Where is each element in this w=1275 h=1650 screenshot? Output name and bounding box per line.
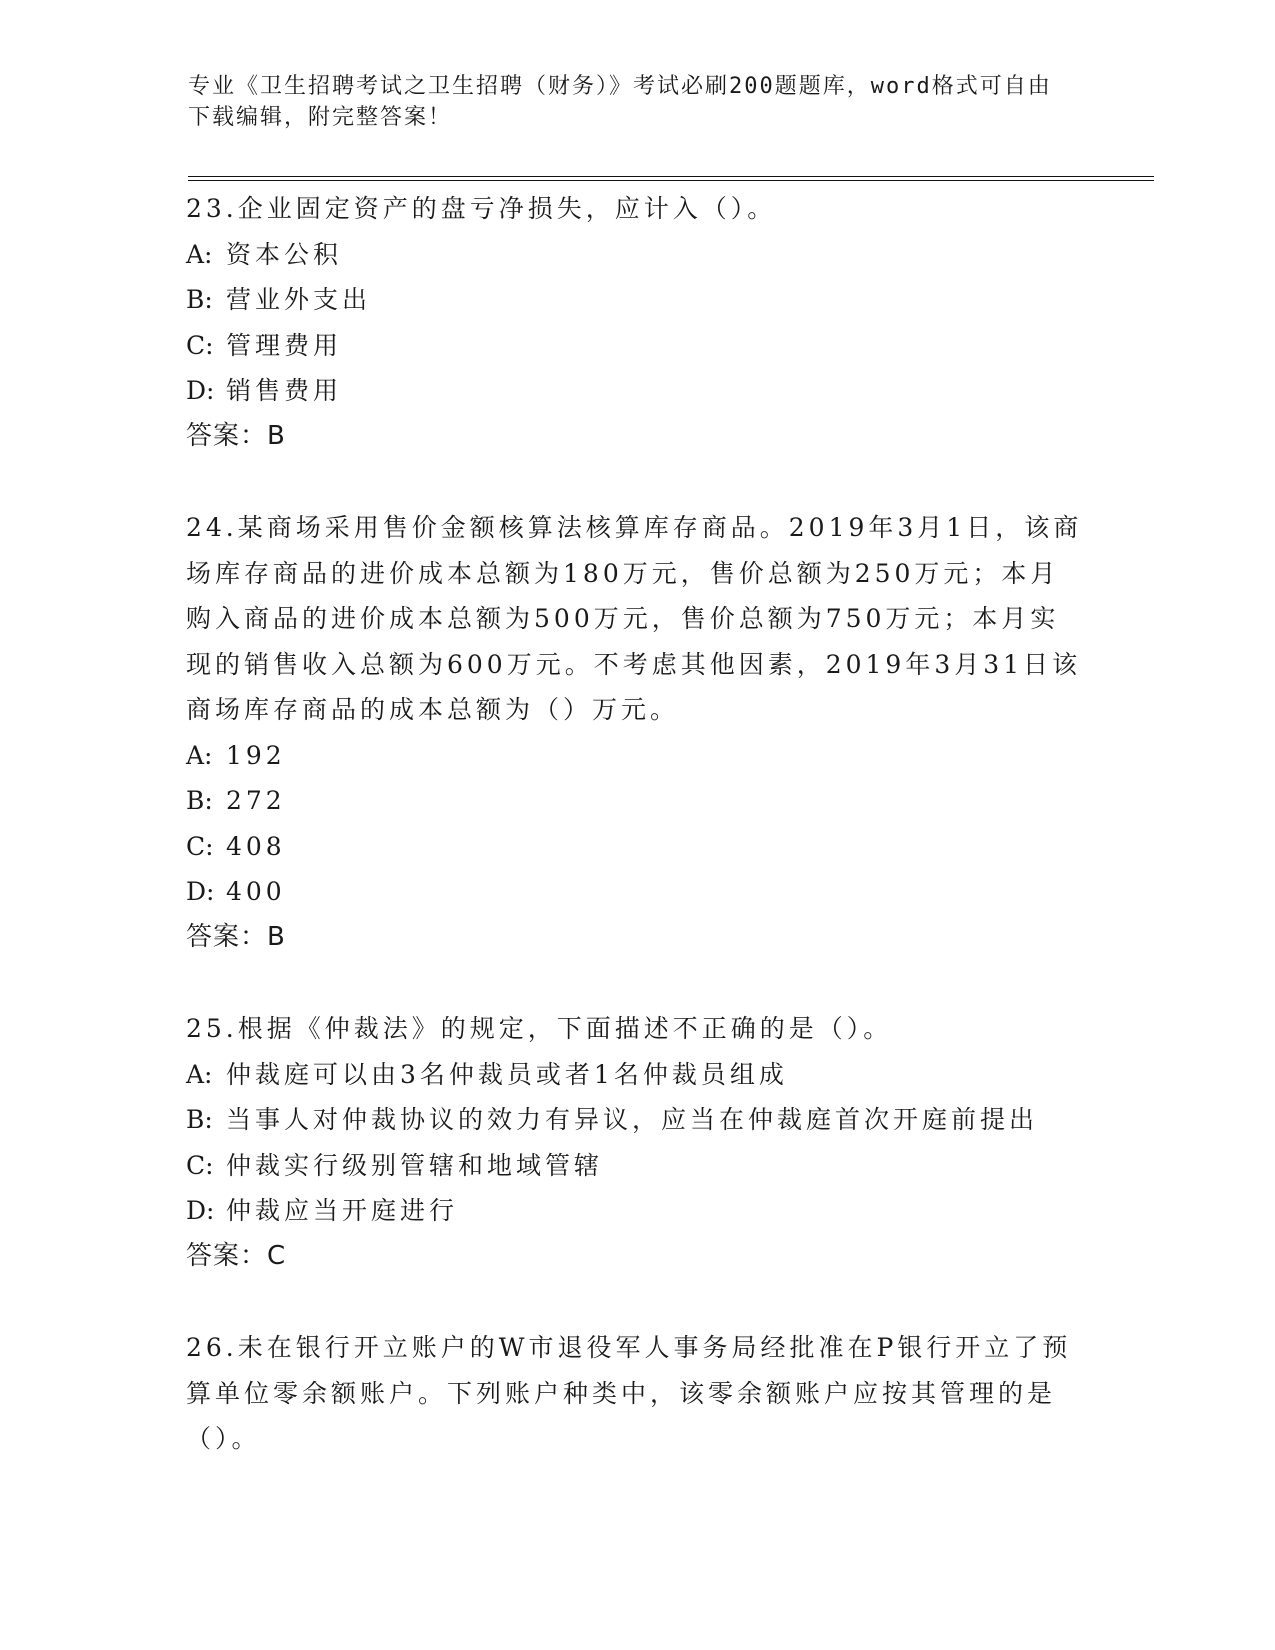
header-divider-bottom — [188, 180, 1154, 181]
option-c — [186, 1143, 1086, 1189]
option-b — [186, 277, 1086, 323]
question-text: 26.未在银行开立账户的W市退役军人事务局经批准在P银行开立了预算单位零余额账户。下列账户种类中，该零余额账户应按其管理的是（）。 — [186, 1333, 1072, 1453]
option-d — [186, 368, 1086, 414]
document-header: 专业《卫生招聘考试之卫生招聘（财务）》考试必刷200题题库，word格式可自由下载编辑，附完整答案！ — [188, 74, 1052, 130]
option-text: 当事人对仲裁协议的效力有异议，应当在仲裁庭首次开庭前提出 — [226, 1105, 1039, 1134]
option-d — [186, 869, 1086, 915]
option-key: A: — [186, 1059, 213, 1089]
option-key: C: — [186, 1150, 214, 1180]
question-24 — [186, 505, 1086, 960]
option-text: 仲裁应当开庭进行 — [226, 1196, 459, 1225]
option-text: 管理费用 — [226, 330, 343, 360]
option-text: 400 — [226, 877, 286, 906]
option-text: 192 — [226, 740, 286, 770]
question-text: 23.企业固定资产的盘亏净损失，应计入（）。 — [186, 194, 777, 223]
option-c — [186, 824, 1086, 870]
option-key: C: — [186, 831, 214, 861]
option-text: 仲裁庭可以由3名仲裁员或者1名仲裁员组成 — [226, 1059, 788, 1089]
option-text: 销售费用 — [226, 376, 343, 405]
option-key: D: — [186, 877, 215, 906]
option-d — [186, 1188, 1086, 1234]
option-text: 营业外支出 — [226, 285, 372, 314]
option-key: C: — [186, 330, 214, 360]
option-key: B: — [186, 1105, 213, 1134]
option-text: 272 — [226, 786, 286, 815]
question-text: 24.某商场采用售价金额核算法核算库存商品。2019年3月1日，该商场库存商品的进价成本总额为180万元，售价总额为250万元；本月购入商品的进价成本总额为500万元，售价总额为750万元；本月实现的销售收入总额为600万元。不考虑其他因素，2019年3月31日该商场库存商品的成本总额为（）万元。 — [186, 513, 1083, 724]
option-a — [186, 232, 1086, 278]
answer-label: 答案：B — [186, 420, 286, 451]
option-key: A: — [186, 740, 213, 770]
option-text: 资本公积 — [226, 239, 343, 269]
question-text: 25.根据《仲裁法》的规定，下面描述不正确的是（）。 — [186, 1014, 893, 1043]
answer-label: 答案：B — [186, 921, 286, 952]
option-key: A: — [186, 239, 213, 269]
question-25 — [186, 1006, 1086, 1279]
question-23 — [186, 186, 1086, 459]
option-key: D: — [186, 1196, 215, 1225]
option-a — [186, 733, 1086, 779]
option-text: 仲裁实行级别管辖和地域管辖 — [226, 1150, 604, 1180]
option-c — [186, 323, 1086, 369]
option-key: B: — [186, 786, 213, 815]
option-text: 408 — [226, 831, 286, 861]
option-b — [186, 778, 1086, 824]
header-divider-top — [188, 176, 1154, 177]
option-key: D: — [186, 376, 215, 405]
option-b — [186, 1097, 1086, 1143]
option-a — [186, 1052, 1086, 1098]
question-26 — [186, 1325, 1086, 1462]
question-list — [186, 186, 1086, 1508]
option-key: B: — [186, 285, 213, 314]
answer-label: 答案：C — [186, 1240, 287, 1271]
